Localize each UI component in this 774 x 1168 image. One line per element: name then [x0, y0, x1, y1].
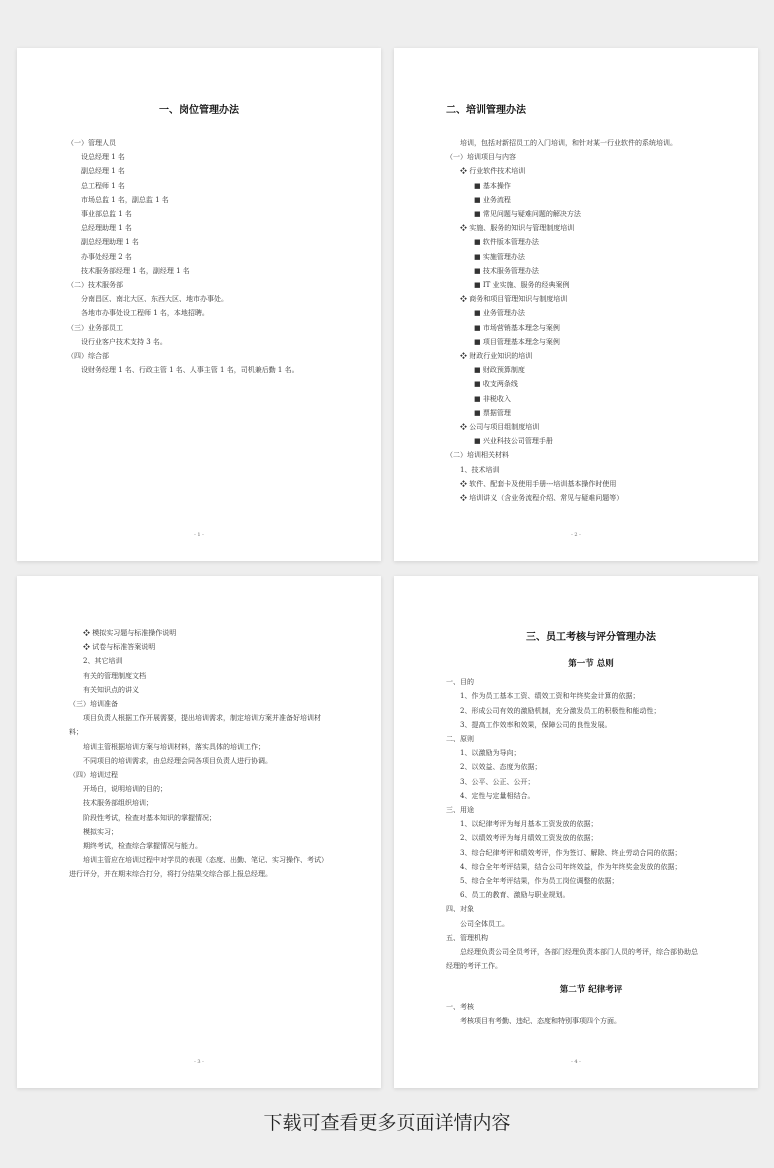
text-line: 副总经理 1 名 — [81, 167, 125, 176]
text-line: 三、用途 — [446, 806, 474, 815]
page-2-title: 二、培训管理办法 — [446, 105, 526, 116]
text-line: ■ 业务流程 — [474, 195, 511, 204]
text-line: 阶段性考试，检查对基本知识的掌握情况； — [83, 813, 216, 822]
text-line: 4、综合全年考评结果，结合公司年终效益，作为年终奖金发放的依据； — [460, 862, 682, 871]
text-line: ■ 财政预算制度 — [474, 366, 525, 375]
text-line: （二）技术服务部 — [67, 281, 123, 290]
section-2-title: 第二节 纪律考评 — [559, 985, 623, 996]
text-line: 1、技术培训 — [460, 465, 500, 474]
text-line: 副总经理助理 1 名 — [81, 238, 139, 247]
text-line: ■ 兴业科技公司管理手册 — [474, 437, 553, 446]
text-line: （二）培训相关材料 — [446, 451, 509, 460]
text-line: 1、以纪律考评为每月基本工资发放的依据； — [460, 820, 598, 829]
text-line: 设行业客户技术支持 3 名。 — [81, 337, 167, 346]
page-4-number: - 4 - — [571, 1059, 581, 1065]
page-4-section-2-lines — [446, 1000, 736, 1028]
text-line: 期终考试，检查综合掌握情况与能力。 — [83, 842, 202, 851]
text-line: ■ 市场营销基本理念与案例 — [474, 323, 560, 332]
text-line: 料； — [69, 728, 83, 737]
text-line: ■ 软件版本管理办法 — [474, 238, 539, 247]
text-line: ■ 项目管理基本理念与案例 — [474, 337, 560, 346]
text-line: 考核项目有考勤、违纪、态度和特别事项四个方面。 — [460, 1016, 621, 1025]
text-line: ❖ 培训讲义（含业务流程介绍、常见与疑难问题等） — [460, 494, 624, 503]
text-line: 一、考核 — [446, 1002, 474, 1011]
text-line: 二、原则 — [446, 735, 474, 744]
text-line: 总工程师 1 名 — [81, 181, 125, 190]
text-line: 总经理助理 1 名 — [81, 224, 132, 233]
text-line: 不同项目的培训需求，由总经理会同各项目负责人进行协调。 — [83, 756, 272, 765]
section-1-title: 第一节 总则 — [568, 659, 614, 669]
page-3-lines — [69, 626, 361, 882]
text-line: ❖ 公司与项目组制度培训 — [460, 423, 540, 432]
text-line: 有关的管理制度文档 — [83, 671, 146, 680]
text-line: 开场白，说明培训的目的； — [83, 785, 167, 794]
download-more-text[interactable]: 下载可查看更多页面详情内容 — [263, 1112, 511, 1134]
page-1-title: 一、岗位管理办法 — [159, 105, 239, 116]
text-line: 各地市办事处设工程师 1 名，本地招聘。 — [81, 309, 209, 318]
text-line: 技术服务部经理 1 名，副经理 1 名 — [81, 266, 190, 275]
text-line: ❖ 财政行业知识的培训 — [460, 352, 533, 361]
text-line: 培训主管应在培训过程中对学员的表现（态度、出勤、笔记、实习操作、考试） — [83, 856, 328, 865]
page-2-number: - 2 - — [571, 532, 581, 538]
text-line: 办事处经理 2 名 — [81, 252, 132, 261]
text-line: 分南昌区、南北大区、东西大区、地市办事处。 — [81, 295, 228, 304]
text-line: ■ 业务管理办法 — [474, 309, 525, 318]
text-line: 3、综合纪律考评和绩效考评，作为签订、解除、终止劳动合同的依据； — [460, 848, 682, 857]
page-3-content — [69, 626, 361, 882]
text-line: ❖ 模拟实习题与标准操作说明 — [83, 629, 177, 637]
text-line: 2、其它培训 — [83, 657, 123, 666]
text-line: ■ 基本操作 — [474, 181, 511, 190]
text-line: （三）业务部员工 — [67, 323, 123, 332]
text-line: 6、员工的教育、激励与职业规划。 — [460, 891, 570, 900]
text-line: 设财务经理 1 名、行政主管 1 名、人事主管 1 名，司机兼后勤 1 名。 — [81, 366, 299, 375]
text-line: ■ 技术服务管理办法 — [474, 266, 539, 275]
text-line: ■ 实施管理办法 — [474, 252, 525, 261]
text-line: （一）管理人员 — [67, 139, 116, 147]
page-4-title: 三、员工考核与评分管理办法 — [526, 632, 656, 643]
text-line: 模拟实习； — [83, 827, 118, 836]
text-line: 进行评分，并在期末综合打分，将打分结果交综合部上报总经理。 — [69, 870, 272, 879]
text-line: 2、形成公司有效的激励机制，充分激发员工的积极性和能动性； — [460, 706, 661, 715]
text-line: ■ 常见问题与疑难问题的解决方法 — [474, 210, 581, 219]
text-line: 一、目的 — [446, 678, 474, 687]
document-page-2 — [394, 48, 758, 561]
text-line: 3、公平、公正、公开； — [460, 777, 535, 786]
text-line: 公司全体员工。 — [460, 919, 509, 928]
text-line: 5、综合全年考评结果，作为员工岗位调整的依据； — [460, 877, 619, 886]
text-line: （四）综合部 — [67, 352, 109, 361]
text-line: 设总经理 1 名 — [81, 153, 125, 162]
text-line: 培训主管根据培训方案与培训材料，落实具体的培训工作； — [83, 742, 265, 751]
text-line: ■ 非税收入 — [474, 394, 511, 403]
page-1-number: - 1 - — [194, 532, 204, 538]
page-4-section-1-lines — [446, 675, 736, 973]
document-page-3 — [17, 576, 381, 1088]
text-line: 总经理负责公司全员考评，各部门经理负责本部门人员的考评，综合部协助总 — [460, 948, 698, 957]
text-line: （四）培训过程 — [69, 771, 118, 780]
page-2-lines — [446, 136, 738, 505]
page-1-content — [67, 104, 353, 377]
text-line: ❖ 行业软件技术培训 — [460, 167, 526, 176]
text-line: ❖ 试卷与标准答案说明 — [83, 643, 156, 652]
text-line: 技术服务部组织培训； — [83, 799, 153, 808]
text-line: ■ IT 业实施、服务的经典案例 — [474, 281, 570, 290]
text-line: 五、管理机构 — [446, 933, 488, 942]
text-line: （三）培训准备 — [69, 700, 118, 709]
text-line: 四、对象 — [446, 905, 474, 914]
page-3-number: - 3 - — [194, 1059, 204, 1065]
text-line: 1、以激励为导向； — [460, 749, 521, 758]
text-line: ■ 收支两条线 — [474, 380, 518, 389]
text-line: 有关知识点的讲义 — [83, 685, 139, 694]
document-page-4 — [394, 576, 758, 1088]
text-line: 培训，包括对新招员工的入门培训，和针对某一行业软件的系统培训。 — [460, 139, 677, 147]
text-line: 市场总监 1 名，副总监 1 名 — [81, 195, 169, 204]
page-4-content — [446, 631, 736, 1028]
page-2-content — [446, 104, 738, 505]
text-line: ❖ 实施、服务的知识与管理制度培训 — [460, 224, 575, 233]
text-line: 4、定性与定量相结合。 — [460, 791, 535, 800]
text-line: （一）培训项目与内容 — [446, 153, 516, 162]
text-line: 2、以效益、态度为依据； — [460, 763, 542, 772]
text-line: ■ 票据管理 — [474, 408, 511, 417]
text-line: 2、以绩效考评为每月绩效工资发放的依据； — [460, 834, 598, 843]
text-line: ❖ 软件、配套卡及使用手册---培训基本操作时使用 — [460, 479, 617, 488]
text-line: 1、作为员工基本工资、绩效工资和年终奖金计算的依据； — [460, 692, 640, 701]
text-line: 项目负责人根据工作开展需要，提出培训需求，制定培训方案并准备好培训材 — [83, 714, 321, 723]
document-page-1 — [17, 48, 381, 561]
page-1-lines — [67, 136, 353, 377]
text-line: ❖ 商务和项目管理知识与制度培训 — [460, 295, 568, 304]
text-line: 事业部总监 1 名 — [81, 210, 132, 219]
text-line: 经理的考评工作。 — [446, 962, 502, 971]
text-line: 3、提高工作效率和效果，保障公司的良性发展。 — [460, 720, 612, 729]
